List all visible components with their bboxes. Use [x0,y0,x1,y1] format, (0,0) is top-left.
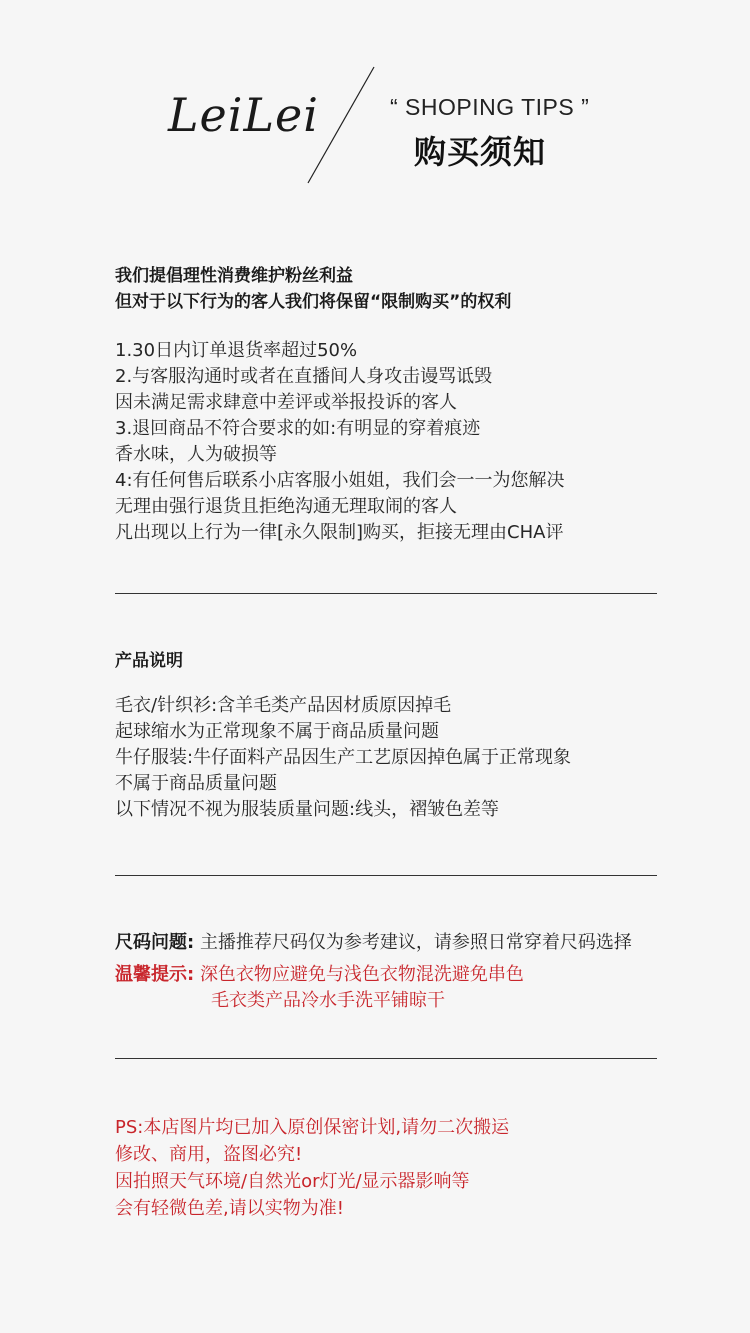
policy-rule-line: 2.与客服沟通时或者在直播间人身攻击谩骂诋毁 [115,366,493,387]
ps-notice-line: 会有轻微色差,请以实物为准! [115,1198,344,1219]
ps-notice [115,1114,509,1222]
policy-rule-line: 4:有任何售后联系小店客服小姐姐，我们会一一为您解决 [115,470,565,491]
warm-tip [115,962,524,1014]
product-note-line: 不属于商品质量问题 [115,773,277,794]
ps-notice-line: 修改、商用，盗图必究! [115,1144,303,1165]
header-slash-divider [0,0,750,200]
shopping-tips-cn-title: 购买须知 [414,133,547,171]
section-divider [115,1058,657,1059]
policy-rule-line: 1.30日内订单退货率超过50% [115,340,358,361]
product-notes-list [115,693,571,823]
brand-logo-text: LeiLei [168,88,319,142]
product-heading: 产品说明 [115,651,183,671]
policy-rule-line: 因未满足需求肆意中差评或举报投诉的客人 [115,392,457,413]
policy-rule-line: 3.退回商品不符合要求的如:有明显的穿着痕迹 [115,418,481,439]
size-note [115,928,632,954]
policy-heading-1: 我们提倡理性消费维护粉丝利益 [115,266,353,286]
policy-heading-2: 但对于以下行为的客人我们将保留“限制购买”的权利 [115,292,512,312]
ps-notice-line: 因拍照天气环境/自然光or灯光/显示器影响等 [115,1171,470,1192]
product-note-line: 起球缩水为正常现象不属于商品质量问题 [115,721,439,742]
section-divider [115,593,657,594]
policy-rule-line: 无理由强行退货且拒绝沟通无理取闹的客人 [115,496,457,517]
policy-rules-list [115,338,565,546]
product-note-line: 以下情况不视为服装质量问题:线头，褶皱色差等 [115,799,500,820]
warm-tip-label: 温馨提示: [115,964,195,985]
section-divider [115,875,657,876]
policy-rule-line: 香水味，人为破损等 [115,444,277,465]
warm-tip-line-1: 深色衣物应避免与浅色衣物混洗避免串色 [199,964,524,985]
product-note-line: 毛衣/针织衫:含羊毛类产品因材质原因掉毛 [115,695,452,716]
size-note-label: 尺码问题: [115,932,195,953]
warm-tip-line-2: 毛衣类产品冷水手洗平铺晾干 [211,990,445,1011]
shopping-tips-en-title: “ SHOPING TIPS ” [390,94,590,120]
ps-notice-line: PS:本店图片均已加入原创保密计划,请勿二次搬运 [115,1117,510,1138]
size-note-text: 主播推荐尺码仅为参考建议，请参照日常穿着尺码选择 [199,932,632,953]
policy-rule-line: 凡出现以上行为一律[永久限制]购买，拒接无理由CHA评 [115,522,564,543]
product-note-line: 牛仔服装:牛仔面料产品因生产工艺原因掉色属于正常现象 [115,747,572,768]
